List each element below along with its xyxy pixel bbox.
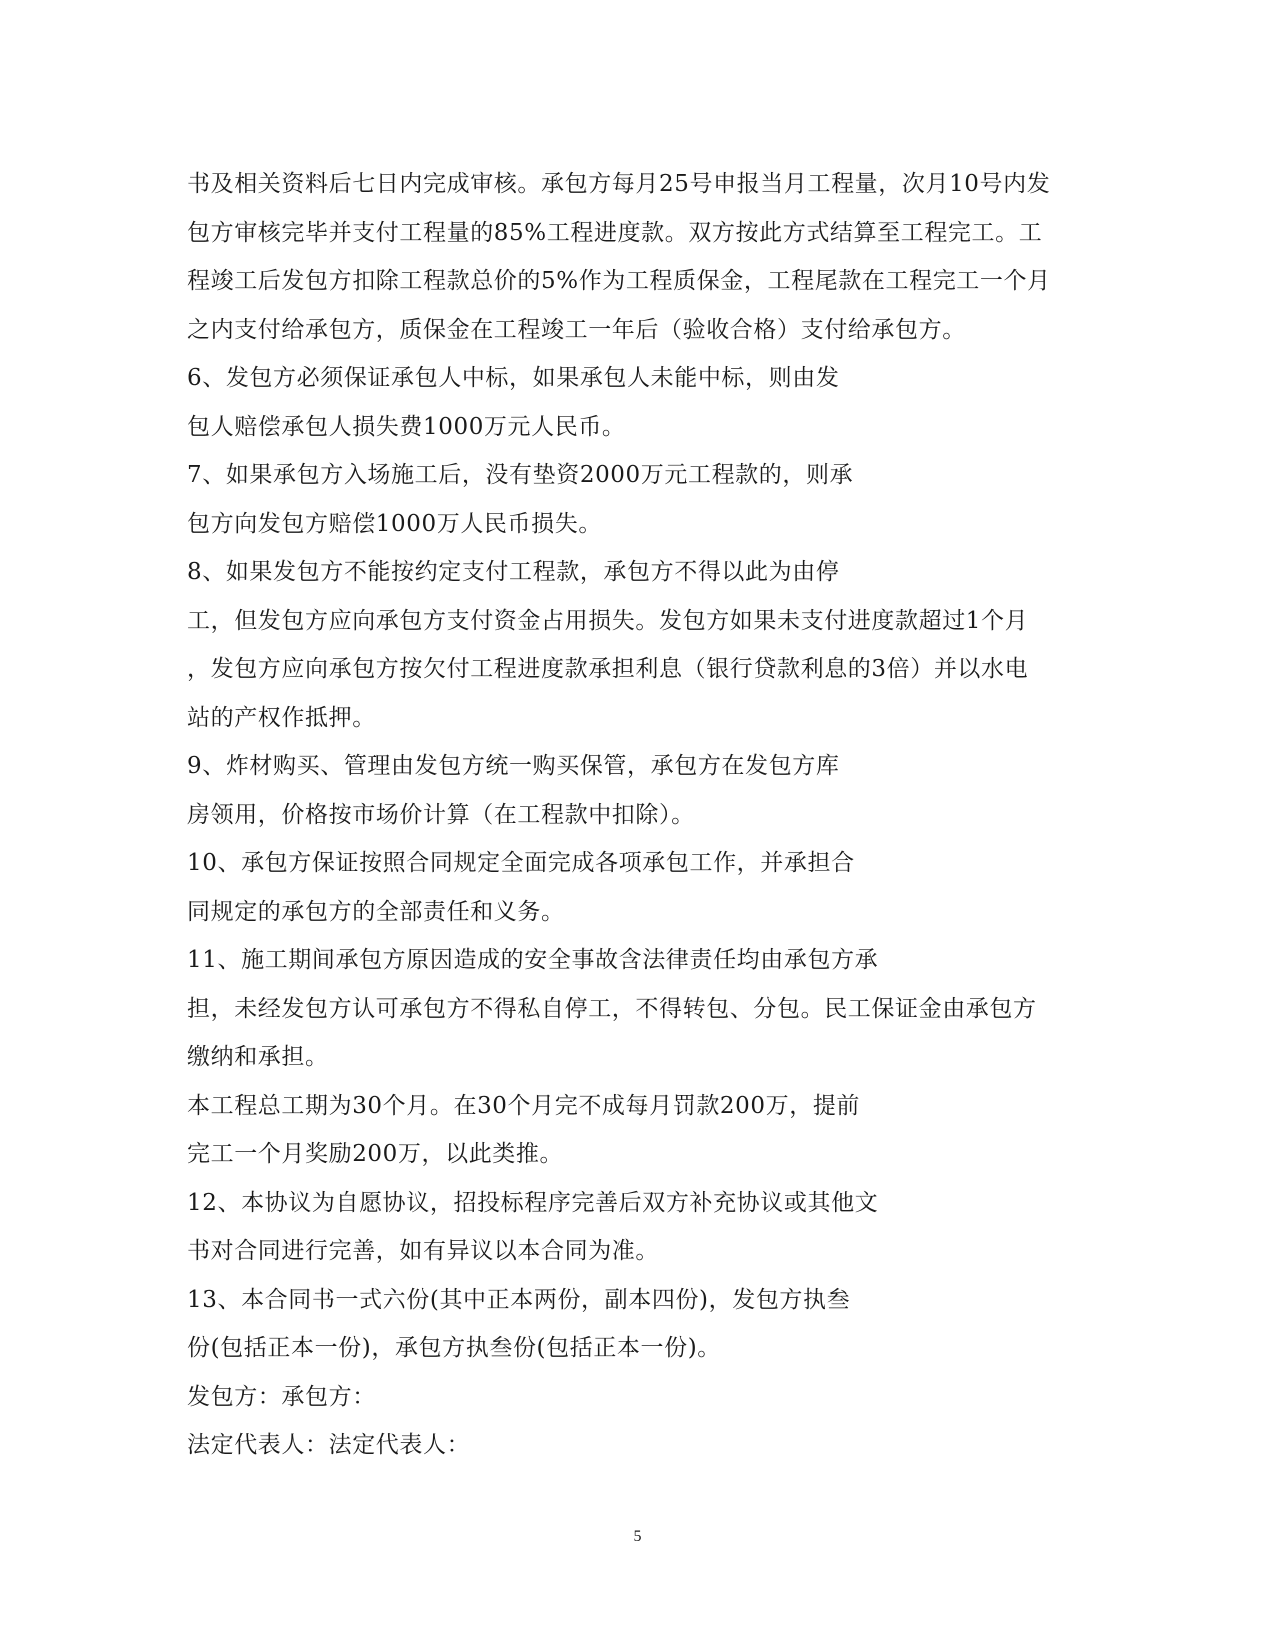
page-number: 5 [633,1528,642,1545]
clause-6-line: 6、发包方必须保证承包人中标，如果承包人未能中标，则由发 [187,365,840,391]
text-line: ，发包方应向承包方按欠付工程进度款承担利息（银行贷款利息的3倍）并以水电 [187,656,1029,682]
text-line: 工，但发包方应向承包方支付资金占用损失。发包方如果未支付进度款超过1个月 [187,607,1029,634]
text-line: 担，未经发包方认可承包方不得私自停工，不得转包、分包。民工保证金由承包方 [187,995,1037,1022]
text-line: 包方向发包方赔偿1000万人民币损失。 [187,510,602,537]
text-line: 程竣工后发包方扣除工程款总价的5%作为工程质保金，工程尾款在工程完工一个月 [187,268,1051,294]
text-line: 同规定的承包方的全部责任和义务。 [187,898,565,925]
text-line: 份(包括正本一份)，承包方执叁份(包括正本一份)。 [187,1335,721,1361]
text-line: 之内支付给承包方，质保金在工程竣工一年后（验收合格）支付给承包方。 [187,316,966,343]
text-line: 缴纳和承担。 [187,1044,329,1070]
clause-7-line: 7、如果承包方入场施工后，没有垫资2000万元工程款的，则承 [187,462,854,488]
clause-13-line: 13、本合同书一式六份(其中正本两份，副本四份)，发包方执叁 [187,1286,851,1313]
clause-12-line: 12、本协议为自愿协议，招投标程序完善后双方补充协议或其他文 [187,1189,879,1216]
text-line: 房领用，价格按市场价计算（在工程款中扣除）。 [187,801,695,828]
text-line: 包方审核完毕并支付工程量的85%工程进度款。双方按此方式结算至工程完工。工 [187,219,1043,246]
clause-8-line: 8、如果发包方不能按约定支付工程款，承包方不得以此为由停 [187,559,840,585]
clause-11-line: 11、施工期间承包方原因造成的安全事故含法律责任均由承包方承 [187,947,879,973]
clause-9-line: 9、炸材购买、管理由发包方统一购买保管，承包方在发包方库 [187,753,840,779]
text-line: 站的产权作抵押。 [187,704,376,731]
document-body [187,160,1087,1470]
text-line: 包人赔偿承包人损失费1000万元人民币。 [187,413,626,440]
text-line: 书对合同进行完善，如有异议以本合同为准。 [187,1238,659,1264]
schedule-line: 本工程总工期为30个月。在30个月完不成每月罚款200万，提前 [187,1092,861,1119]
text-line: 书及相关资料后七日内完成审核。承包方每月25号申报当月工程量，次月10号内发 [187,171,1051,197]
clause-10-line: 10、承包方保证按照合同规定全面完成各项承包工作，并承担合 [187,850,855,876]
text-line: 完工一个月奖励200万，以此类推。 [187,1141,564,1167]
signature-parties-line: 发包方：承包方： [187,1383,376,1410]
signature-representatives-line: 法定代表人：法定代表人： [187,1432,471,1458]
